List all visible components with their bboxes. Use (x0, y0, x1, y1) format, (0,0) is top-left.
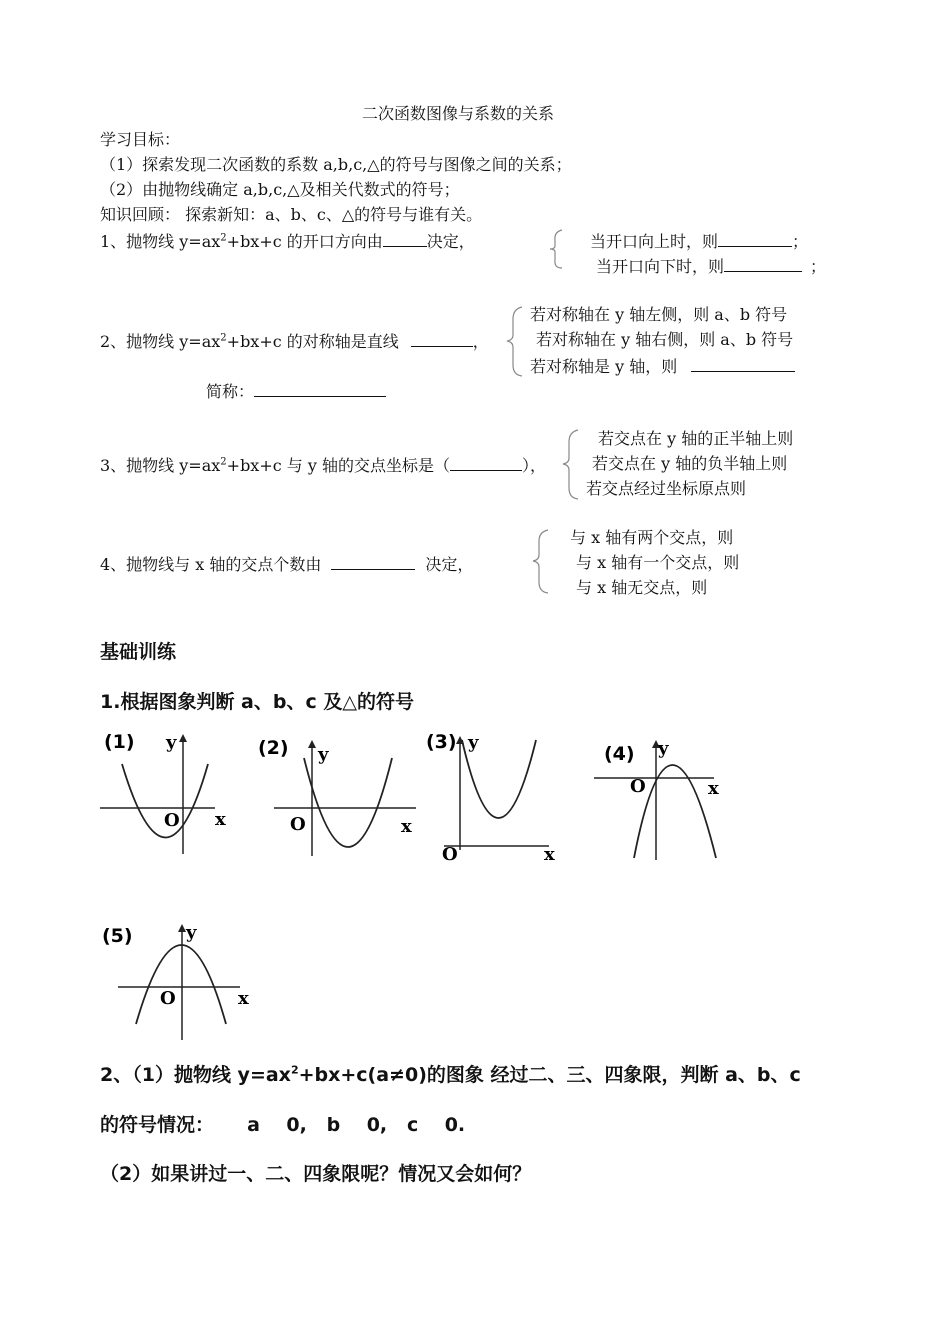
q2-text (100, 330, 489, 352)
graph-5-x-label: x (238, 988, 249, 1009)
graph-5-y-arrow (178, 924, 186, 932)
q3-after: ）， (522, 456, 547, 475)
graph-4-parabola (634, 765, 716, 858)
review-line: 知识回顾： 探索新知：a、b、c、△的符号与谁有关。 (100, 205, 483, 224)
q1-suffix: +bx+c 的开口方向由 (226, 232, 383, 251)
q4-prefix: 4、抛物线与 x 轴的交点个数由 (100, 555, 322, 574)
graph-4-x-label: x (708, 778, 719, 799)
q2-right-1: 若对称轴在 y 轴左侧，则 a、b 符号 (530, 305, 788, 324)
exercise-2-line-2: 的符号情况： a 0, b 0, c 0. (100, 1114, 466, 1136)
exercise-2-prefix: 2、（1）抛物线 y=ax (100, 1064, 291, 1086)
q1-right-1-text: 当开口向上时，则 (590, 232, 719, 251)
exercise-2-line-1 (100, 1060, 801, 1087)
q1-text (100, 230, 475, 252)
q1-right-2-blank[interactable] (724, 255, 802, 272)
exercise-2-exp: 2 (290, 1063, 299, 1077)
graph-2 (256, 730, 426, 860)
graph-5 (100, 920, 260, 1042)
exercise-2-part-2: （2）如果讲过一、二、四象限呢？情况又会如何？ (100, 1163, 532, 1185)
page-title: 二次函数图像与系数的关系 (362, 104, 555, 123)
q1-brace (548, 228, 568, 270)
q3-blank[interactable] (450, 454, 522, 471)
q4-after: 决定， (425, 555, 474, 574)
q1-exp: 2 (220, 232, 227, 244)
q3-text (100, 454, 546, 476)
q2-brace (504, 305, 528, 377)
q3-exp: 2 (220, 456, 227, 468)
q1-right-1-end: ； (792, 232, 809, 251)
q2-exp: 2 (220, 332, 227, 344)
graph-1-y-label: y (166, 732, 177, 753)
graph-1-origin: O (164, 810, 180, 831)
objectives-heading: 学习目标： (100, 130, 181, 149)
q4-text (100, 553, 473, 575)
q1-right-1 (590, 230, 808, 252)
q2-right-3-text: 若对称轴是 y 轴，则 (530, 357, 678, 376)
graph-3-origin: O (442, 844, 458, 865)
q1-right-1-blank[interactable] (718, 230, 792, 247)
q1-right-2 (596, 255, 826, 277)
graph-1-x-label: x (215, 809, 226, 830)
graph-1-y-arrow (179, 734, 187, 742)
graph-2-y-arrow (308, 740, 316, 748)
q4-brace (530, 528, 554, 594)
q3-prefix: 3、抛物线 y=ax (100, 456, 221, 475)
q2-prefix: 2、抛物线 y=ax (100, 332, 221, 351)
q1-right-2-text: 当开口向下时，则 (596, 257, 725, 276)
q4-right-3: 与 x 轴无交点，则 (576, 578, 708, 597)
q2-suffix: +bx+c 的对称轴是直线 (226, 332, 399, 351)
q3-right-3: 若交点经过坐标原点则 (586, 479, 747, 498)
graph-3-label: (3) (426, 731, 457, 753)
q2-right-2: 若对称轴在 y 轴右侧，则 a、b 符号 (536, 330, 794, 349)
training-heading: 基础训练 (100, 641, 177, 663)
graph-4-label: (4) (604, 743, 635, 765)
q1-prefix: 1、抛物线 y=ax (100, 232, 221, 251)
q2-right-3-blank[interactable] (691, 355, 795, 372)
graph-4-y-label: y (658, 738, 669, 759)
q1-right-2-end: ； (810, 257, 827, 276)
graph-3 (424, 726, 574, 866)
q2-abbrev-label: 简称： (206, 382, 255, 401)
q2-after: ， (472, 332, 489, 351)
q3-right-2: 若交点在 y 轴的负半轴上则 (592, 454, 788, 473)
q2-abbrev (206, 380, 386, 402)
q2-right-3 (530, 355, 795, 377)
q1-blank[interactable] (383, 230, 427, 247)
q2-blank[interactable] (411, 330, 473, 347)
graph-3-y-label: y (468, 732, 479, 753)
q3-brace (560, 428, 584, 500)
q4-right-1: 与 x 轴有两个交点，则 (570, 528, 734, 547)
graph-1 (100, 726, 240, 856)
q1-after: 决定， (426, 232, 475, 251)
graph-5-parabola (136, 945, 226, 1024)
graph-4 (594, 734, 744, 864)
objective-item-2: （2）由抛物线确定 a,b,c,△及相关代数式的符号； (100, 180, 460, 199)
q3-suffix: +bx+c 与 y 轴的交点坐标是（ (226, 456, 450, 475)
graph-4-origin: O (630, 776, 646, 797)
graph-2-x-label: x (401, 816, 412, 837)
graph-2-y-label: y (318, 744, 329, 765)
q4-blank[interactable] (331, 553, 415, 570)
graph-5-origin: O (160, 988, 176, 1009)
graph-5-y-label: y (186, 922, 197, 943)
graph-3-x-label: x (544, 844, 555, 865)
graph-1-label: (1) (104, 731, 135, 753)
exercise-1-title: 1.根据图象判断 a、b、c 及△的符号 (100, 691, 414, 713)
graph-2-label: (2) (258, 737, 289, 759)
exercise-2-suffix: +bx+c(a≠0)的图象 经过二、三、四象限，判断 a、b、c (298, 1064, 801, 1086)
graph-5-label: (5) (102, 925, 133, 947)
graph-2-origin: O (290, 814, 306, 835)
q3-right-1: 若交点在 y 轴的正半轴上则 (598, 429, 794, 448)
q4-right-2: 与 x 轴有一个交点，则 (576, 553, 740, 572)
objective-item-1: （1）探索发现二次函数的系数 a,b,c,△的符号与图像之间的关系； (100, 155, 572, 174)
graph-2-parabola (304, 758, 392, 847)
q2-abbrev-blank[interactable] (254, 380, 386, 397)
